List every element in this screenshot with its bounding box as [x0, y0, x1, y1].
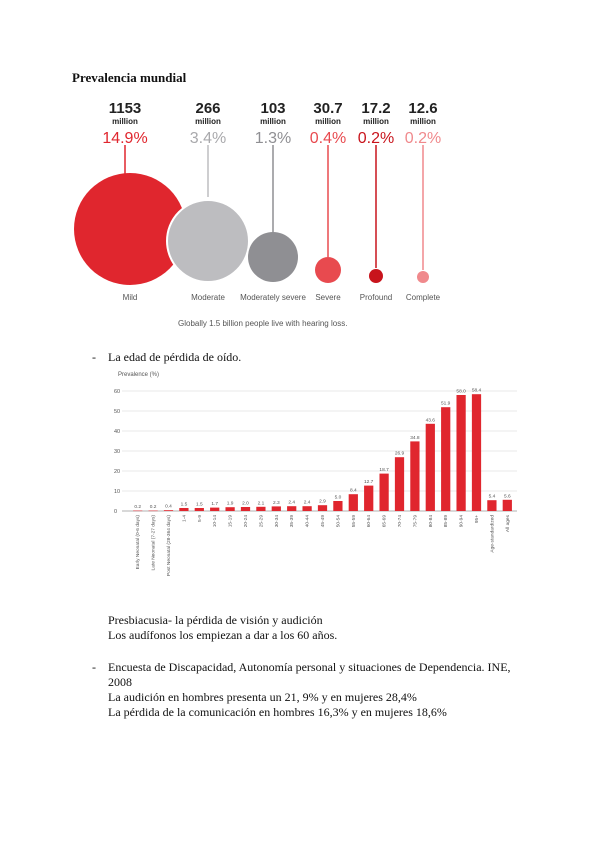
bar [395, 457, 404, 511]
bubble-moderate [167, 200, 249, 282]
bar [179, 508, 188, 511]
y-tick-label: 40 [114, 429, 121, 435]
bubble-label-mild: Mild [122, 293, 138, 302]
x-tick-label: 65-69 [382, 515, 388, 528]
bar-value-label: 1.7 [211, 502, 219, 508]
stat-percent: 1.3% [254, 130, 292, 147]
bar [364, 486, 373, 511]
stat-value: 1153 [108, 100, 142, 117]
infographic-caption: Globally 1.5 billion people live with hearing loss. [178, 319, 348, 328]
stat-value: 103 [260, 100, 286, 117]
bar [472, 394, 481, 511]
stat-percent: 0.4% [309, 130, 347, 147]
y-tick-label: 20 [114, 469, 121, 475]
bar [426, 424, 435, 511]
bar [195, 508, 204, 511]
bar [318, 505, 327, 511]
bubble-label-moderate: Moderate [191, 293, 225, 302]
x-tick-label: 60-64 [367, 515, 373, 528]
bar-value-label: 2.0 [242, 501, 249, 507]
x-tick-label: 40-44 [305, 515, 311, 528]
bar [225, 507, 234, 511]
bullet-age-hearing-loss: La edad de pérdida de oído. [108, 350, 242, 364]
bar-value-label: 26.9 [394, 451, 405, 457]
bar-value-label: 18.7 [379, 468, 389, 474]
bar-value-label: 0.4 [165, 504, 172, 510]
bar-value-label: 2.9 [319, 499, 326, 505]
x-tick-label: 95+ [475, 515, 480, 524]
bar-value-label: 1.5 [195, 502, 203, 508]
text-line: 2008 [108, 675, 132, 689]
x-tick-label: 80-84 [428, 515, 434, 528]
x-tick-label: Age-standardized [490, 515, 496, 553]
stat-percent: 0.2% [357, 130, 395, 147]
stat-complete [388, 101, 458, 149]
bar-value-label: 1.5 [180, 502, 188, 508]
bar-value-label: 8.4 [349, 488, 357, 494]
bubble-graphic [60, 145, 460, 290]
text-line: Encuesta de Discapacidad, Autonomía personal y situaciones de Dependencia. INE, [108, 660, 511, 674]
bar-value-label: 5.4 [488, 494, 496, 500]
bar-value-label: 0.2 [134, 505, 142, 511]
bar [148, 511, 157, 512]
x-tick-label: 25-29 [259, 515, 265, 528]
text-line: La pérdida de la comunicación en hombres 16,3% y en mujeres 18,6% [108, 705, 447, 719]
bar [333, 501, 342, 511]
x-tick-label: 30-34 [274, 515, 280, 528]
y-tick-label: 50 [114, 409, 121, 415]
x-tick-label: Early Neonatal (0-6 days) [136, 515, 142, 570]
bar [164, 510, 173, 511]
x-tick-label: 75-79 [413, 515, 419, 528]
bar-value-label: 5.6 [503, 494, 511, 500]
bar [287, 506, 296, 511]
bar-value-label: 0.2 [149, 505, 157, 511]
stat-unit: million [260, 117, 286, 126]
stat-unit: million [112, 117, 138, 126]
text-line: Presbiacusia- la pérdida de visión y audición [108, 613, 323, 627]
text-line: Los audífonos los empiezan a dar a los 60 años. [108, 628, 338, 642]
y-tick-label: 10 [114, 489, 121, 495]
paragraph-presbiacusia [108, 613, 337, 643]
text-line: La audición en hombres presenta un 21, 9% y en mujeres 28,4% [108, 690, 417, 704]
x-tick-label: 1-4 [182, 515, 188, 522]
stat-moderate [173, 101, 243, 149]
stat-percent: 14.9% [102, 130, 148, 147]
bubble-label-complete: Complete [405, 293, 441, 302]
stat-unit: million [315, 117, 341, 126]
x-tick-label: 5-9 [197, 515, 203, 522]
stat-value: 30.7 [313, 100, 343, 117]
bar-value-label: 58.4 [471, 388, 482, 394]
bar [487, 500, 496, 511]
bar [379, 474, 388, 511]
bar-value-label: 2.1 [257, 501, 265, 507]
bar [410, 441, 419, 511]
stat-unit: million [195, 117, 221, 126]
x-tick-label: 15-19 [228, 515, 234, 528]
prevalence-by-age-chart [112, 366, 522, 588]
bar [210, 508, 219, 511]
bar [349, 494, 358, 511]
bar-value-label: 2.4 [303, 500, 311, 506]
x-tick-label: 35-39 [290, 515, 296, 528]
bar [272, 506, 281, 511]
x-tick-label: 45-49 [321, 515, 326, 528]
x-tick-label: 70-74 [398, 515, 403, 528]
stat-percent: 0.2% [404, 130, 442, 147]
bubble-moderately-severe [248, 232, 298, 282]
chart-y-axis-label: Prevalence (%) [118, 372, 160, 378]
bubble-label-profound: Profound [359, 293, 393, 302]
stat-value: 17.2 [361, 100, 391, 117]
bubble-severe [315, 257, 341, 283]
stat-mild [90, 101, 160, 149]
x-tick-label: 55-59 [351, 515, 357, 528]
bar [256, 507, 265, 511]
stat-value: 12.6 [408, 100, 438, 117]
stat-value: 266 [195, 100, 221, 117]
bar [503, 500, 512, 511]
bar [441, 407, 450, 511]
x-tick-label: Late Neonatal (7-27 days) [151, 515, 157, 571]
stat-unit: million [363, 117, 389, 126]
bar-value-label: 51.9 [441, 401, 451, 407]
bubble-label-severe: Severe [315, 293, 341, 302]
bar [133, 511, 142, 512]
x-tick-label: 20-24 [244, 515, 249, 528]
x-tick-label: 50-54 [336, 515, 342, 528]
stat-unit: million [410, 117, 436, 126]
x-tick-label: 10-14 [213, 515, 219, 528]
y-tick-label: 0 [114, 509, 118, 515]
bullet-dash: - [92, 660, 96, 674]
stat-percent: 3.4% [189, 130, 227, 147]
y-tick-label: 30 [114, 449, 121, 455]
bar [456, 395, 465, 511]
bubble-complete [417, 271, 429, 283]
x-tick-label: 85-89 [444, 515, 450, 528]
page-heading: Prevalencia mundial [72, 70, 187, 85]
bubble-profound [369, 269, 383, 283]
bar-value-label: 58.0 [456, 389, 466, 395]
bubble-label-moderately-severe: Moderately severe [240, 293, 306, 302]
bar-value-label: 34.8 [410, 435, 420, 441]
bar [241, 507, 250, 511]
bullet-survey [108, 660, 511, 720]
bar-value-label: 43.6 [425, 418, 435, 424]
bar-value-label: 2.3 [272, 500, 280, 506]
bar-value-label: 5.0 [334, 495, 342, 501]
x-tick-label: All ages [505, 515, 511, 533]
y-tick-label: 60 [114, 389, 121, 395]
bar-value-label: 1.9 [226, 501, 234, 507]
x-tick-label: Post Neonatal (28-364 days) [167, 515, 172, 577]
bar-value-label: 12.7 [364, 480, 374, 486]
bar [302, 506, 311, 511]
x-tick-label: 90-94 [459, 515, 465, 528]
bullet-dash: - [92, 350, 96, 364]
bar-value-label: 2.4 [288, 500, 296, 506]
